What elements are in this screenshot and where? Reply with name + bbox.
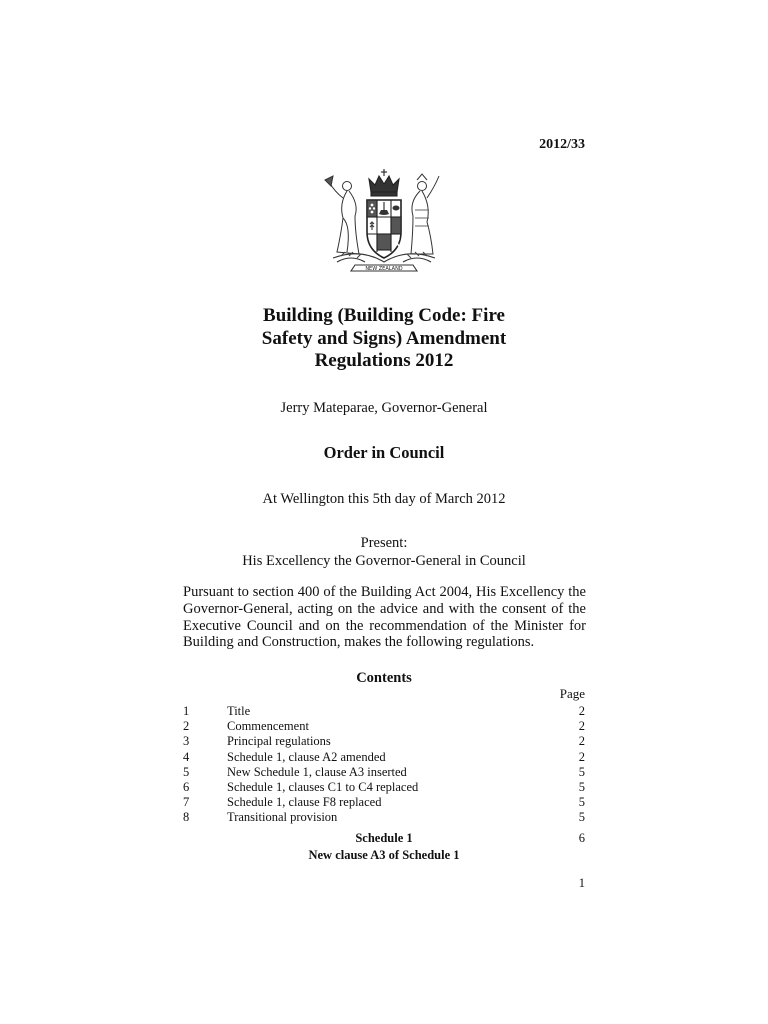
title-line-1: Building (Building Code: Fire [263,305,505,326]
toc-row[interactable] [183,719,585,734]
place-and-date: At Wellington this 5th day of March 2012 [262,491,506,507]
preamble-paragraph: Pursuant to section 400 of the Building Act 2004, His Excellency the Governor-General, acting on the advice and with the consent of the Executive Council and on the recommendation of the Minister for Building and Construction, makes the following regulations. [183,584,586,651]
contents-page-label: Page [559,686,585,701]
toc-number: 8 [183,810,190,825]
toc-label: Transitional provision [227,810,338,825]
toc-number: 5 [183,764,190,779]
toc-page: 5 [578,764,585,779]
toc-label: Title [227,704,251,718]
toc-page: 5 [578,810,585,825]
toc-label: Schedule 1, clauses C1 to C4 replaced [227,779,419,794]
toc-page: 5 [578,795,585,810]
toc-row[interactable] [183,765,585,780]
toc-row[interactable] [183,810,585,825]
toc-number: 3 [183,734,190,749]
toc-schedule-row[interactable] [183,831,585,847]
toc-row[interactable] [183,734,585,749]
coat-of-arms-icon [321,166,447,278]
document-number: 2012/33 [539,137,585,152]
schedule-title: Schedule 1 [355,831,413,845]
present-block [184,535,584,570]
toc-number: 1 [183,704,190,718]
toc-number: 6 [183,779,190,794]
schedule-subtitle: New clause A3 of Schedule 1 [308,848,460,862]
title-line-2: Safety and Signs) Amendment [261,327,507,349]
toc-page: 2 [578,749,585,764]
present-label: Present: [360,535,408,551]
toc-page: 2 [578,734,585,749]
toc-label: New Schedule 1, clause A3 inserted [227,764,407,779]
schedule-page: 6 [578,831,585,845]
toc-page: 2 [578,704,585,718]
toc-label: Principal regulations [227,734,331,749]
footer-page-number: 1 [578,876,585,890]
toc-number: 7 [183,795,190,810]
present-body: His Excellency the Governor-General in Council [242,552,526,569]
governor-general-line: Jerry Mateparae, Governor-General [280,400,488,416]
toc-label: Schedule 1, clause A2 amended [227,749,386,764]
toc-page: 5 [578,779,585,794]
order-in-council-heading: Order in Council [323,443,445,462]
toc-page: 2 [578,719,585,734]
toc-row[interactable] [183,704,585,719]
toc-number: 4 [183,749,190,764]
document-title [184,305,584,373]
toc-row[interactable] [183,780,585,795]
toc-label: Commencement [227,719,309,734]
contents-heading: Contents [356,670,412,686]
toc-label: Schedule 1, clause F8 replaced [227,795,382,810]
toc-row[interactable] [183,750,585,765]
toc-row[interactable] [183,795,585,810]
toc-number: 2 [183,719,190,734]
emblem-banner-text: NEW ZEALAND [365,266,403,272]
title-line-3: Regulations 2012 [314,350,454,371]
table-of-contents [183,704,585,826]
